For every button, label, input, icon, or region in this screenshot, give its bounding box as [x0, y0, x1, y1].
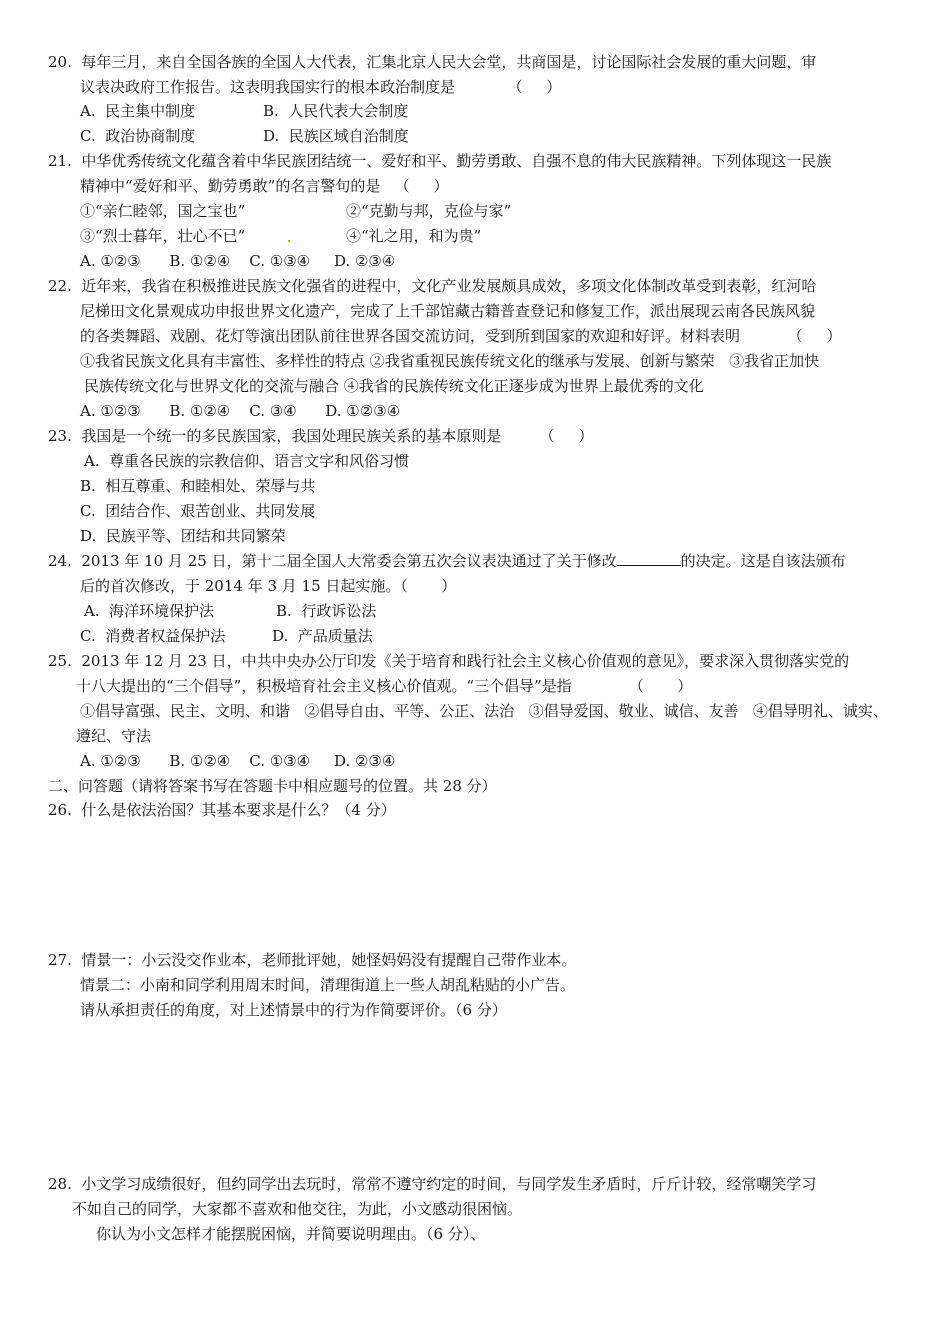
q22-items-line2: 民族传统文化与世界文化的交流与融合 ④我省的民族传统文化正逐步成为世界上最优秀的文化 — [84, 377, 704, 395]
q20-option-c: C. 政治协商制度 — [80, 127, 196, 145]
q20-option-a: A. 民主集中制度 — [80, 102, 196, 120]
q26-stem: 26. 什么是依法治国？其基本要求是什么？（4 分） — [48, 801, 396, 819]
q24-option-c: C. 消费者权益保护法 — [80, 627, 226, 645]
section-heading: 二、问答题（请将答案书写在答题卡中相应题号的位置。共 28 分） — [48, 777, 497, 795]
q28-stem-line1: 28. 小文学习成绩很好，但约同学出去玩时，常常不遵守约定的时间，与同学发生矛盾时，斤斤计较，经常嘲笑学习 — [48, 1175, 817, 1193]
q20-stem-line2: 议表决政府工作报告。这表明我国实行的根本政治制度是 （ ） — [80, 78, 562, 96]
q27-prompt: 请从承担责任的角度，对上述情景中的行为作简要评价。（6 分） — [80, 1001, 507, 1019]
q25-stem-line2: 十八大提出的“三个倡导”，积极培育社会主义核心价值观。“三个倡导”是指 （ ） — [76, 677, 693, 695]
q20-option-d: D. 民族区域自治制度 — [263, 127, 409, 145]
q23-option-b: B. 相互尊重、和睦相处、荣辱与共 — [80, 477, 316, 495]
q21-stem-line2: 精神中“爱好和平、勤劳勇敢”的名言警句的是 （ ） — [80, 177, 449, 195]
q23-option-a: A. 尊重各民族的宗教信仰、语言文字和风俗习惯 — [84, 452, 410, 470]
q21-stem-line1: 21. 中华优秀传统文化蕴含着中华民族团结统一、爱好和平、勤劳勇敢、自强不息的伟大民族精神。下列体现这一民族 — [48, 152, 832, 170]
q22-options: A. ①②③ B. ①②④ C. ③④ D. ①②③④ — [80, 402, 401, 420]
stray-dot — [288, 240, 290, 242]
q24-stem-part1: 24. 2013 年 10 月 25 日，第十二届全国人大常委会第五次会议表决通过了关于修改 — [48, 552, 617, 570]
q23-stem: 23. 我国是一个统一的多民族国家，我国处理民族关系的基本原则是 （ ） — [48, 427, 594, 445]
q21-item-2: ②“克勤与邦，克俭与家” — [346, 202, 512, 220]
q23-option-c: C. 团结合作、艰苦创业、共同发展 — [80, 502, 316, 520]
q21-item-4: ④“礼之用，和为贵” — [346, 227, 482, 245]
q22-stem-line3: 的各类舞蹈、戏剧、花灯等演出团队前往世界各国交流访问，受到所到国家的欢迎和好评。材料表明 （ ） — [80, 327, 842, 345]
q22-items-line1: ①我省民族文化具有丰富性、多样性的特点 ②我省重视民族传统文化的继承与发展、创新与繁荣 ③我省正加快 — [80, 352, 820, 370]
answer-blank — [617, 551, 681, 566]
q25-items-line1: ①倡导富强、民主、文明、和谐 ②倡导自由、平等、公正、法治 ③倡导爱国、敬业、诚信、友善 ④倡导明礼、诚实、 — [80, 702, 888, 720]
q24-option-a: A. 海洋环境保护法 — [84, 602, 215, 620]
q27-scene2: 情景二：小南和同学利用周末时间，清理街道上一些人胡乱粘贴的小广告。 — [80, 976, 576, 994]
q20-option-b: B. 人民代表大会制度 — [263, 102, 409, 120]
q24-stem-line1 — [48, 551, 846, 571]
q28-stem-line2: 不如自己的同学，大家都不喜欢和他交往，为此，小文感动很困恼。 — [72, 1200, 523, 1218]
q21-options: A. ①②③ B. ①②④ C. ①③④ D. ②③④ — [80, 252, 396, 270]
q25-stem-line1: 25. 2013 年 12 月 23 日，中共中央办公厅印发《关于培育和践行社会主义核心价值观的意见》，要求深入贯彻落实党的 — [48, 652, 850, 670]
q21-item-1: ①“亲仁睦邻，国之宝也” — [80, 202, 246, 220]
q28-prompt: 你认为小文怎样才能摆脱困恼，并简要说明理由。（6 分）、 — [96, 1225, 486, 1243]
q25-items-line2: 遵纪、守法 — [76, 727, 152, 745]
q22-stem-line1: 22. 近年来，我省在积极推进民族文化强省的进程中，文化产业发展颇具成效，多项文化体制改革受到表彰，红河哈 — [48, 277, 817, 295]
q25-options: A. ①②③ B. ①②④ C. ①③④ D. ②③④ — [80, 752, 396, 770]
q24-option-b: B. 行政诉讼法 — [276, 602, 377, 620]
q20-stem-line1: 20. 每年三月，来自全国各族的全国人大代表，汇集北京人民大会堂，共商国是，讨论国际社会发展的重大问题，审 — [48, 53, 817, 71]
q27-scene1: 27. 情景一：小云没交作业本，老师批评她，她怪妈妈没有提醒自己带作业本。 — [48, 951, 577, 969]
q24-stem-part2: 的决定。这是自该法颁布 — [680, 552, 846, 570]
q22-stem-line2: 尼梯田文化景观成功申报世界文化遗产，完成了上千部馆藏古籍普查登记和修复工作，派出展现云南各民族风貌 — [80, 302, 816, 320]
q21-item-3: ③“烈士暮年，壮心不已” — [80, 227, 246, 245]
q23-option-d: D. 民族平等、团结和共同繁荣 — [80, 527, 286, 545]
q24-option-d: D. 产品质量法 — [272, 627, 373, 645]
q24-stem-line2: 后的首次修改，于 2014 年 3 月 15 日起实施。（ ） — [80, 577, 457, 595]
